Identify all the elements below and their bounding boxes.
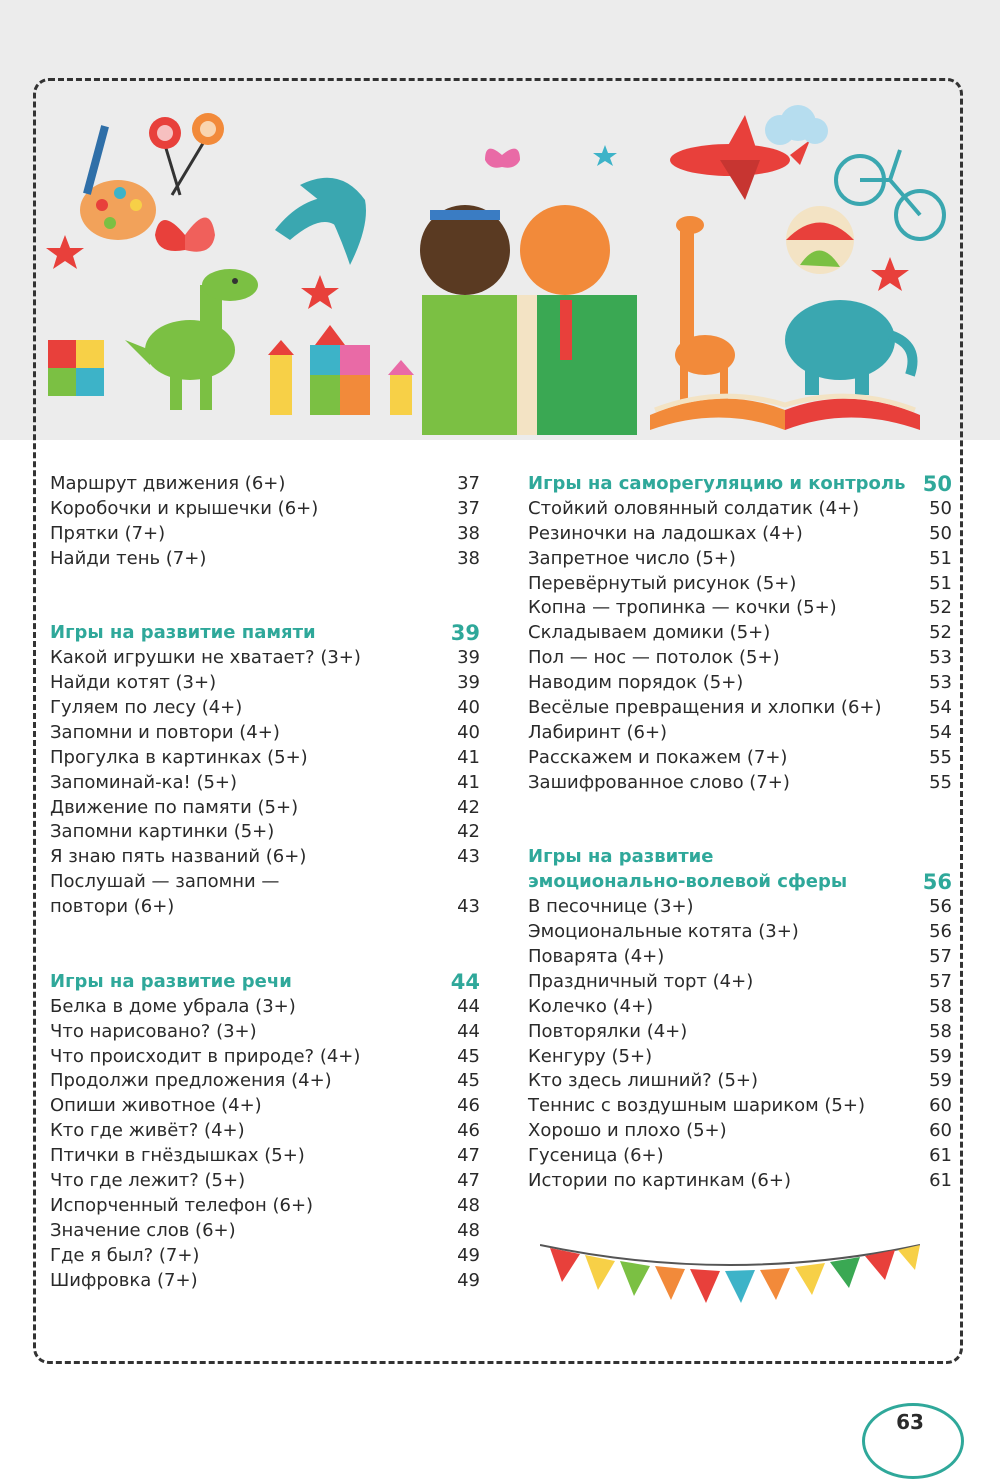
toc-entry[interactable]: Поварята (4+) 57 (528, 945, 952, 967)
toc-entry[interactable]: Движение по памяти (5+) 42 (50, 796, 480, 818)
toc-entry[interactable]: Лабиринт (6+) 54 (528, 721, 952, 743)
kids-reading-icon (420, 205, 637, 435)
toc-entry[interactable]: Весёлые превращения и хлопки (6+) 54 (528, 697, 952, 719)
section-heading-emotional[interactable]: Игры на развитие эмоционально-волевой сферы 56 (528, 846, 952, 895)
toc-entry[interactable]: Значение слов (6+) 48 (50, 1219, 480, 1241)
paint-palette-icon (80, 125, 156, 240)
puzzle-icon (48, 340, 104, 396)
toc-entry[interactable]: Запомни и повтори (4+) 40 (50, 721, 480, 743)
toc-entry[interactable]: Гусеница (6+) 61 (528, 1145, 952, 1167)
giraffe-icon (675, 216, 735, 405)
star-icon (46, 235, 84, 269)
toc-entry[interactable]: Пол — нос — потолок (5+) 53 (528, 647, 952, 669)
toc-entry[interactable]: Повторялки (4+) 58 (528, 1020, 952, 1042)
section-heading-self-regulation[interactable]: Игры на саморегуляцию и контроль 50 (528, 472, 952, 496)
toc-entry[interactable]: Прогулка в картинках (5+) 41 (50, 746, 480, 768)
butterfly-icon (485, 149, 520, 168)
toc-entry[interactable]: Шифровка (7+) 49 (50, 1269, 480, 1291)
toc-right-column (528, 472, 952, 1194)
bicycle-icon (836, 150, 944, 239)
section-heading-memory[interactable]: Игры на развитие памяти 39 (50, 621, 480, 646)
butterfly-icon (155, 218, 215, 252)
page-number: 63 (896, 1410, 924, 1434)
toc-entry[interactable]: Стойкий оловянный солдатик (4+) 50 (528, 497, 952, 519)
toc-entry[interactable]: Наводим порядок (5+) 53 (528, 672, 952, 694)
toc-entry[interactable]: Коробочки и крышечки (6+) 37 (50, 497, 480, 519)
toc-entry[interactable]: Найди тень (7+) 38 (50, 547, 480, 569)
dinosaur-icon (125, 269, 258, 410)
toc-entry[interactable]: Что происходит в природе? (4+) 45 (50, 1045, 480, 1067)
toc-entry[interactable]: Хорошо и плохо (5+) 60 (528, 1120, 952, 1142)
toc-entry[interactable]: В песочнице (3+) 56 (528, 896, 952, 918)
toc-entry[interactable]: Найди котят (3+) 39 (50, 672, 480, 694)
toc-entry[interactable]: Опиши животное (4+) 46 (50, 1095, 480, 1117)
toc-entry[interactable]: Что нарисовано? (3+) 44 (50, 1020, 480, 1042)
header-illustration (40, 85, 960, 440)
toc-entry[interactable]: Я знаю пять названий (6+) 43 (50, 846, 480, 868)
toc-entry[interactable]: Расскажем и покажем (7+) 55 (528, 746, 952, 768)
cloud-icon (765, 105, 828, 145)
toc-entry[interactable]: Запоминай-ка! (5+) 41 (50, 771, 480, 793)
toc-entry[interactable]: Запретное число (5+) 51 (528, 547, 952, 569)
toc-entry[interactable]: Какой игрушки не хватает? (3+) 39 (50, 647, 480, 669)
toc-entry[interactable]: Зашифрованное слово (7+) 55 (528, 771, 952, 793)
toc-entry[interactable]: Птички в гнёздышках (5+) 47 (50, 1145, 480, 1167)
star-icon (871, 257, 909, 291)
toc-entry[interactable]: Копна — тропинка — кочки (5+) 52 (528, 597, 952, 619)
toc-entry[interactable]: Гуляем по лесу (4+) 40 (50, 697, 480, 719)
toc-entry[interactable]: Где я был? (7+) 49 (50, 1244, 480, 1266)
toc-entry[interactable]: Послушай — запомни — повтори (6+) 43 (50, 871, 480, 918)
star-icon (593, 145, 617, 166)
toc-entry[interactable]: Запомни картинки (5+) 42 (50, 821, 480, 843)
ball-icon (786, 206, 854, 274)
flag-garland-icon (540, 1240, 920, 1320)
toc-entry[interactable]: Кенгуру (5+) 59 (528, 1045, 952, 1067)
toc-entry[interactable]: Что где лежит? (5+) 47 (50, 1170, 480, 1191)
lollipop-icon (149, 113, 224, 195)
toc-entry[interactable]: Кто здесь лишний? (5+) 59 (528, 1070, 952, 1092)
toc-entry[interactable]: Продолжи предложения (4+) 45 (50, 1070, 480, 1092)
toy-blocks-icon (268, 325, 414, 415)
dolphin-icon (275, 178, 366, 265)
open-book-icon (650, 396, 920, 430)
toc-entry[interactable]: Резиночки на ладошках (4+) 50 (528, 522, 952, 544)
toc-entry[interactable]: Испорченный телефон (6+) 48 (50, 1194, 480, 1216)
elephant-icon (785, 300, 913, 395)
toc-entry[interactable]: Маршрут движения (6+) 37 (50, 472, 480, 494)
toc-entry[interactable]: Истории по картинкам (6+) 61 (528, 1169, 952, 1191)
toc-left-column (50, 472, 480, 1293)
toc-entry[interactable]: Перевёрнутый рисунок (5+) 51 (528, 572, 952, 594)
toc-entry[interactable]: Теннис с воздушным шариком (5+) 60 (528, 1095, 952, 1117)
section-heading-speech[interactable]: Игры на развитие речи 44 (50, 969, 480, 994)
toc-entry[interactable]: Эмоциональные котята (3+) 56 (528, 921, 952, 943)
toc-entry[interactable]: Праздничный торт (4+) 57 (528, 970, 952, 992)
toc-entry[interactable]: Колечко (4+) 58 (528, 995, 952, 1017)
star-icon (301, 275, 339, 309)
toc-entry[interactable]: Прятки (7+) 38 (50, 522, 480, 544)
toc-entry[interactable]: Кто где живёт? (4+) 46 (50, 1120, 480, 1142)
toc-entry[interactable]: Складываем домики (5+) 52 (528, 622, 952, 644)
toc-entry[interactable]: Белка в доме убрала (3+) 44 (50, 995, 480, 1017)
